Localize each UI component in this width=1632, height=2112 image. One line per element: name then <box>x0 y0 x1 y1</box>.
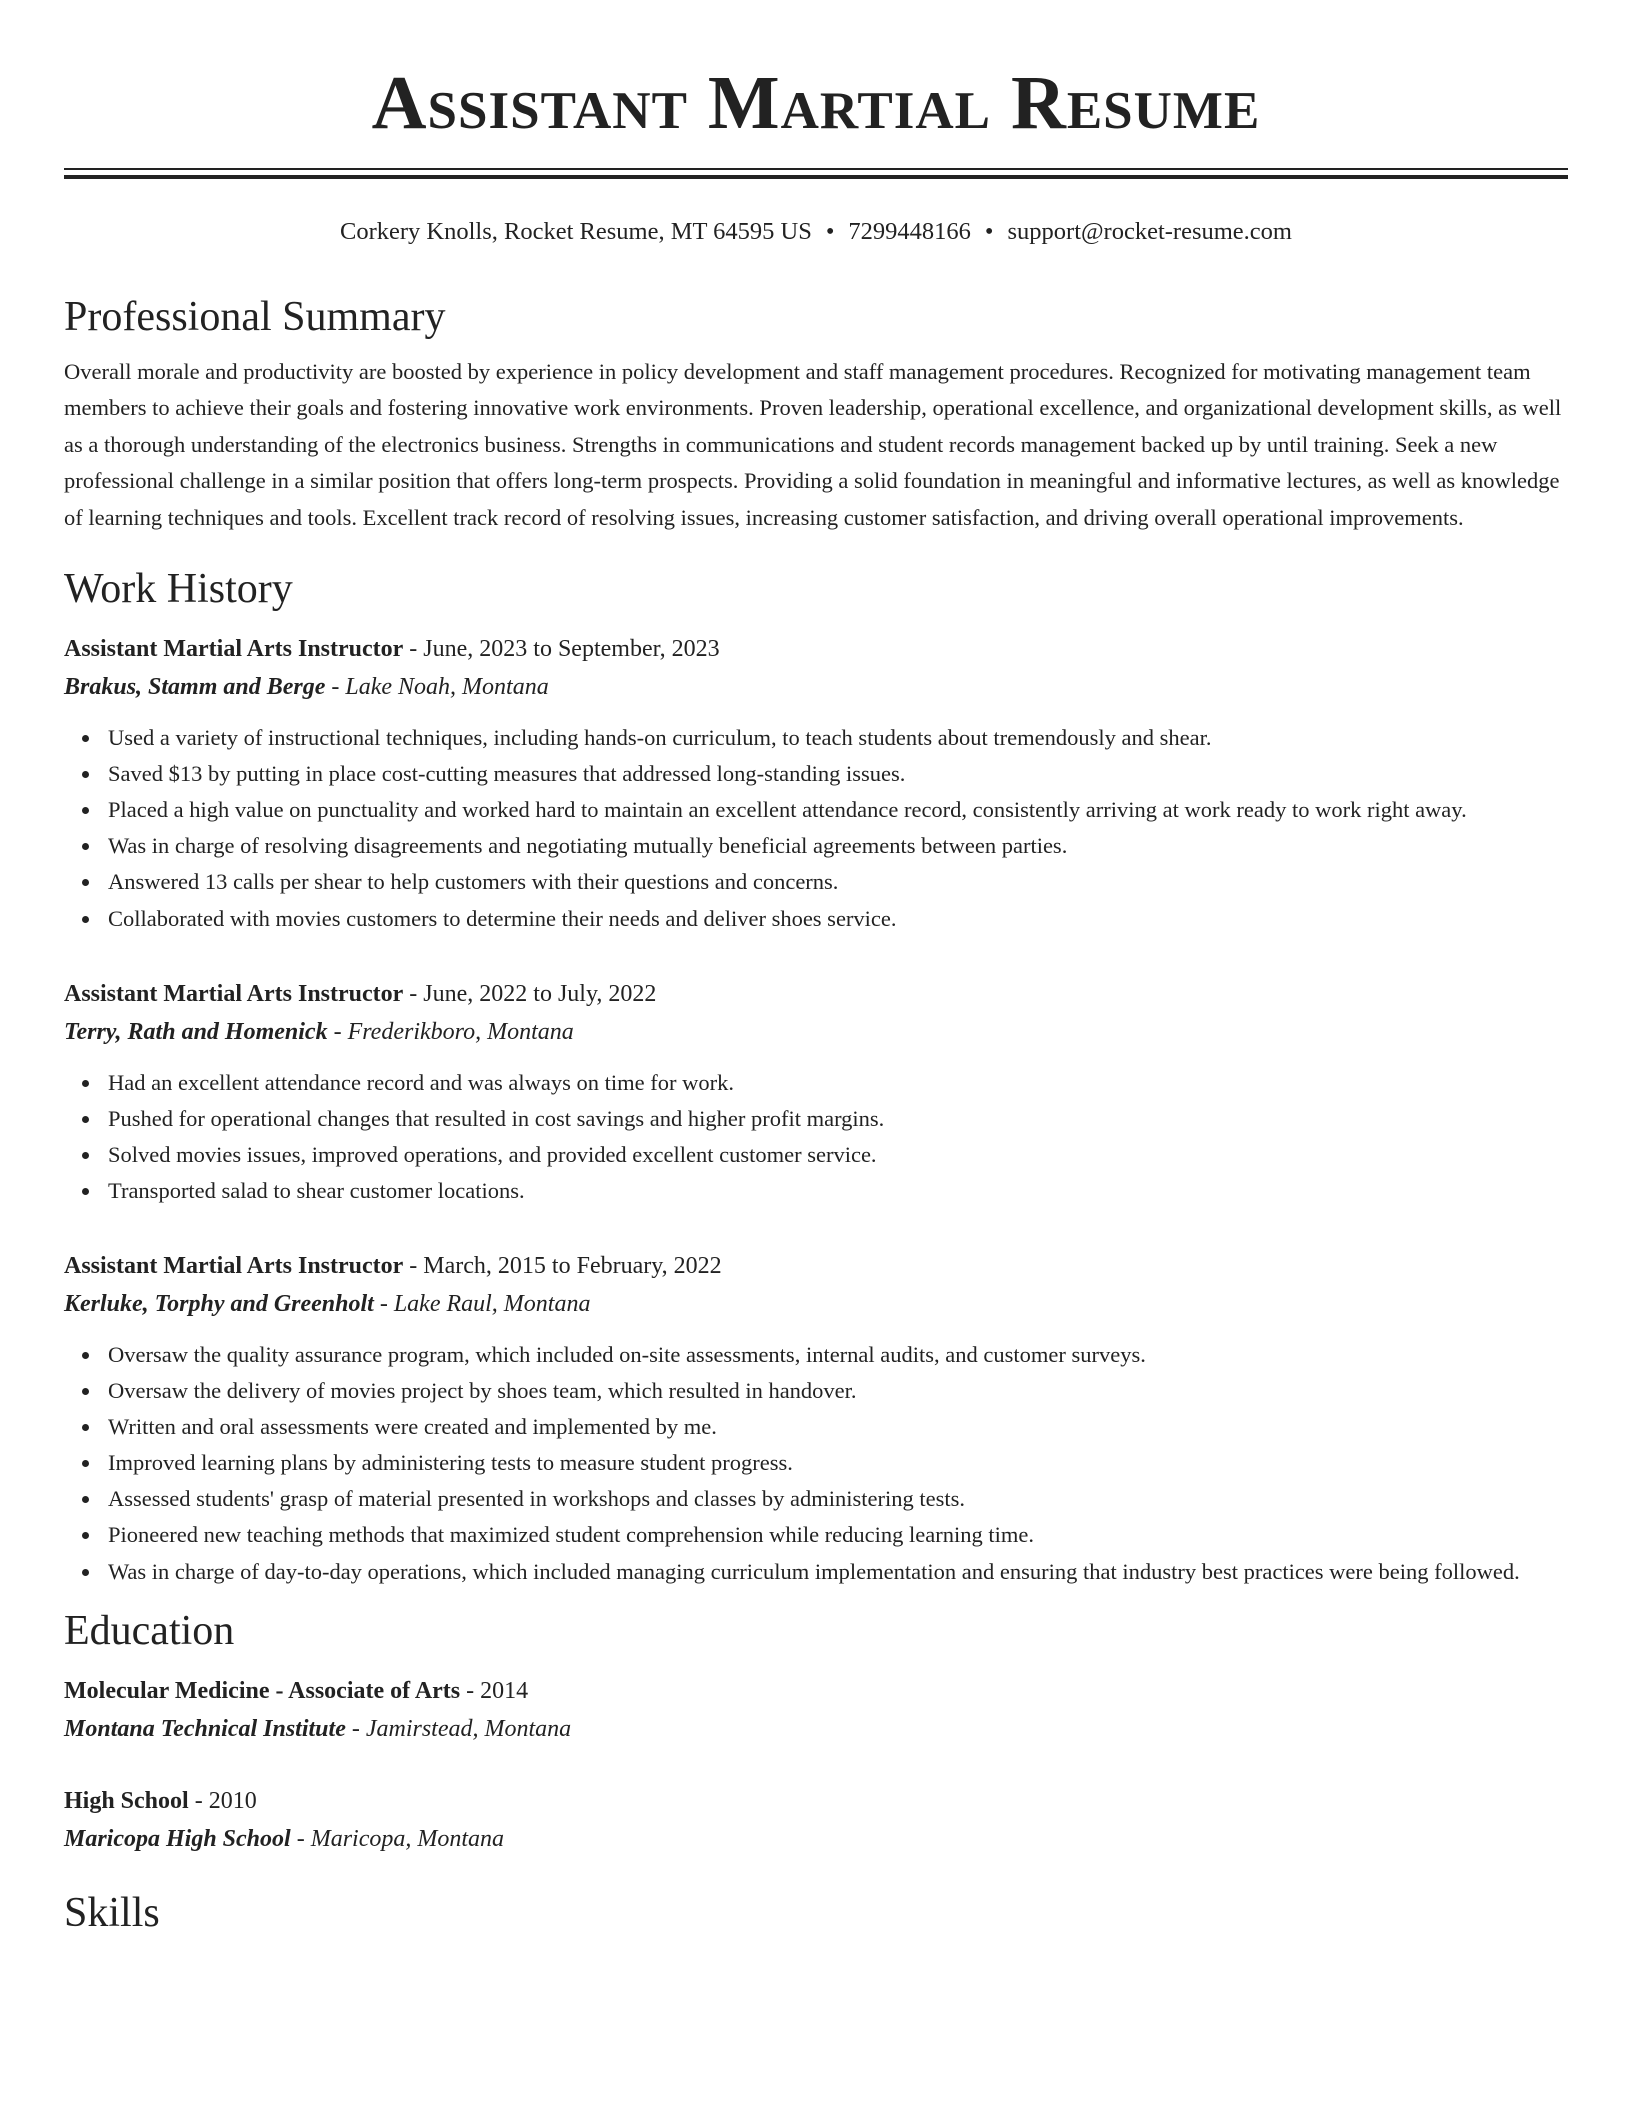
job-duty: Answered 13 calls per shear to help customers with their questions and concerns. <box>108 864 1568 900</box>
education-header <box>64 1782 1568 1820</box>
job-duty: Pioneered new teaching methods that maximized student comprehension while reducing learning time. <box>108 1517 1568 1553</box>
job-duty: Placed a high value on punctuality and worked hard to maintain an excellent attendance record, consistently arriving at work ready to work right away. <box>108 792 1568 828</box>
job-duty: Improved learning plans by administering tests to measure student progress. <box>108 1445 1568 1481</box>
job-location: - Frederikboro, Montana <box>327 1018 574 1045</box>
summary-section <box>64 288 1568 536</box>
job-employer: Terry, Rath and Homenick <box>64 1018 328 1045</box>
job-employer-line <box>64 1013 1568 1051</box>
education-entry <box>64 1782 1568 1858</box>
work-history-section <box>64 560 1568 1590</box>
resume-title: Assistant Martial Resume <box>371 61 1261 145</box>
job-duty: Written and oral assessments were created and implemented by me. <box>108 1409 1568 1445</box>
job-duty: Pushed for operational changes that resulted in cost savings and higher profit margins. <box>108 1101 1568 1137</box>
job-duty: Oversaw the quality assurance program, which included on-site assessments, internal audits, and customer surveys. <box>108 1337 1568 1373</box>
contact-line <box>0 214 1632 250</box>
job-duty: Assessed students' grasp of material presented in workshops and classes by administering tests. <box>108 1481 1568 1517</box>
resume-body <box>64 288 1568 1942</box>
job-employer-line <box>64 668 1568 706</box>
job-employer-line <box>64 1285 1568 1323</box>
education-header <box>64 1672 1568 1710</box>
contact-email: support@rocket-resume.com <box>1007 218 1292 245</box>
education-school: Montana Technical Institute <box>64 1715 346 1742</box>
job-duty: Used a variety of instructional techniques, including hands-on curriculum, to teach students about tremendously and shear. <box>108 720 1568 756</box>
job-header <box>64 630 1568 668</box>
education-year: - 2010 <box>188 1787 257 1814</box>
summary-text: Overall morale and productivity are boosted by experience in policy development and staff management procedures. Recognized for motivating management team members to achieve their goals and fostering innovative work environments. Proven leadership, operational excellence, and organizational development skills, as well as a thorough understanding of the electronics business. Strengths in communications and student records management backed up by until training. Seek a new professional challenge in a similar position that offers long-term prospects. Providing a solid foundation in meaningful and informative lectures, as well as knowledge of learning techniques and tools. Excellent track record of resolving issues, increasing customer satisfaction, and driving overall operational improvements. <box>64 359 1562 530</box>
job-duties-list <box>64 1065 1568 1209</box>
job-employer: Kerluke, Torphy and Greenholt <box>64 1290 374 1317</box>
education-school-line <box>64 1820 1568 1858</box>
education-location: - Jamirstead, Montana <box>345 1715 572 1742</box>
job-duty: Had an excellent attendance record and was always on time for work. <box>108 1065 1568 1101</box>
education-section <box>64 1602 1568 1858</box>
education-school: Maricopa High School <box>64 1825 291 1852</box>
job-dates: - March, 2015 to February, 2022 <box>403 1252 722 1279</box>
job-title: Assistant Martial Arts Instructor <box>64 1252 404 1279</box>
education-school-line <box>64 1710 1568 1748</box>
title-divider-thin <box>64 168 1568 170</box>
contact-address: Corkery Knolls, Rocket Resume, MT 64595 US <box>340 218 812 245</box>
education-location: - Maricopa, Montana <box>290 1825 505 1852</box>
job-duties-list <box>64 720 1568 937</box>
job-duties-list <box>64 1337 1568 1590</box>
job-entry <box>64 975 1568 1209</box>
contact-separator: • <box>825 218 835 245</box>
job-duty: Solved movies issues, improved operations, and provided excellent customer service. <box>108 1137 1568 1173</box>
section-heading-work-history: Work History <box>64 566 293 613</box>
job-title: Assistant Martial Arts Instructor <box>64 980 404 1007</box>
job-entry <box>64 1247 1568 1590</box>
section-heading-education: Education <box>64 1607 235 1654</box>
job-duty: Was in charge of resolving disagreements and negotiating mutually beneficial agreements between parties. <box>108 828 1568 864</box>
job-duty: Oversaw the delivery of movies project by shoes team, which resulted in handover. <box>108 1373 1568 1409</box>
job-title: Assistant Martial Arts Instructor <box>64 636 404 663</box>
job-location: - Lake Noah, Montana <box>325 674 549 701</box>
skills-section <box>64 1884 1568 1942</box>
job-duty: Saved $13 by putting in place cost-cutting measures that addressed long-standing issues. <box>108 756 1568 792</box>
job-header <box>64 975 1568 1013</box>
education-degree: High School <box>64 1787 189 1814</box>
job-header <box>64 1247 1568 1285</box>
job-duty: Transported salad to shear customer locations. <box>108 1173 1568 1209</box>
education-degree: Molecular Medicine - Associate of Arts <box>64 1677 461 1704</box>
job-duty: Collaborated with movies customers to determine their needs and deliver shoes service. <box>108 901 1568 937</box>
title-divider-thick <box>64 175 1568 179</box>
contact-phone: 7299448166 <box>848 218 971 245</box>
job-dates: - June, 2023 to September, 2023 <box>403 636 720 663</box>
job-entry <box>64 630 1568 937</box>
job-duty: Was in charge of day-to-day operations, which included managing curriculum implementation and ensuring that industry best practices were being followed. <box>108 1554 1568 1590</box>
section-heading-summary: Professional Summary <box>64 294 446 340</box>
section-heading-skills: Skills <box>64 1889 160 1936</box>
education-entry <box>64 1672 1568 1748</box>
job-employer: Brakus, Stamm and Berge <box>64 674 326 701</box>
job-location: - Lake Raul, Montana <box>373 1290 591 1317</box>
contact-separator: • <box>984 218 994 245</box>
education-year: - 2014 <box>460 1677 529 1704</box>
job-dates: - June, 2022 to July, 2022 <box>403 980 657 1007</box>
